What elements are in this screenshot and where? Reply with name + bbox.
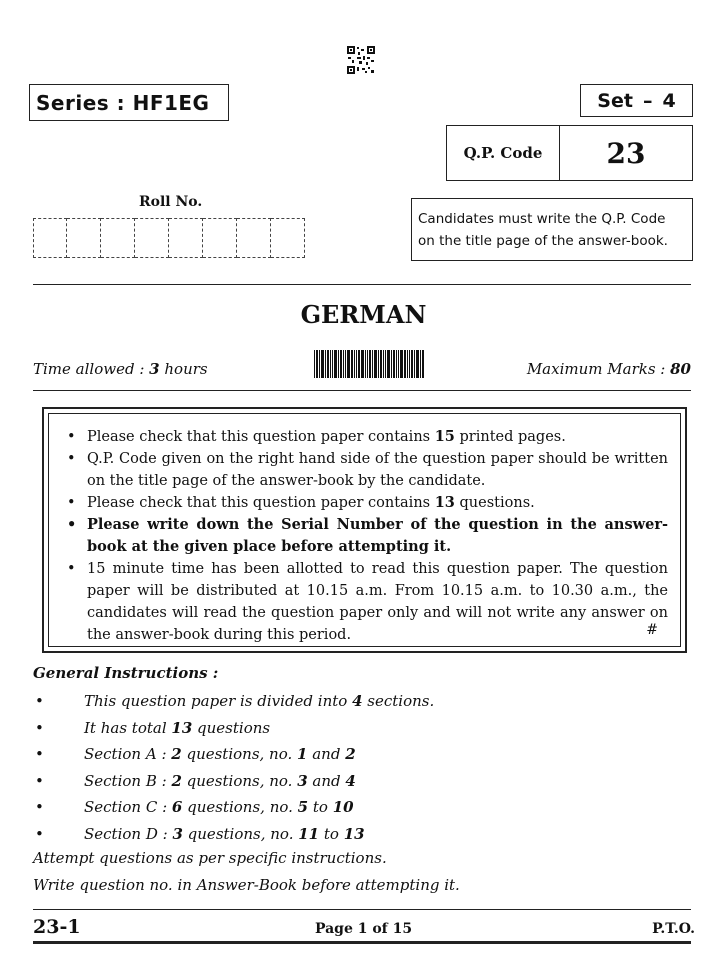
candidate-note-box (411, 198, 693, 261)
series-label: Series : HF1EG (36, 90, 210, 115)
set-number: 4 (662, 89, 676, 112)
instruction-item: • Q.P. Code given on the right hand side of the question paper should be written on the title page of the answer-book by the candidate. (61, 448, 668, 492)
roll-no-box[interactable] (33, 218, 67, 258)
instruction-item: • Please write down the Serial Number of the question in the answer-book at the given place before attempting it. (61, 514, 668, 558)
general-note: Attempt questions as per specific instructions. (33, 849, 387, 867)
general-item: • Section C : 6 questions, no. 5 to 10 (33, 794, 434, 821)
page-number: Page 1 of 15 (314, 921, 413, 937)
general-item: • Section B : 2 questions, no. 3 and 4 (33, 768, 434, 795)
qp-code-box (446, 125, 693, 181)
general-instructions-title: General Instructions : (33, 664, 219, 682)
general-item: • This question paper is divided into 4 sections. (33, 688, 434, 715)
subject-title: GERMAN (300, 300, 427, 329)
instruction-item: • Please check that this question paper contains 13 questions. (61, 492, 668, 514)
divider (33, 909, 691, 910)
divider (33, 390, 691, 391)
roll-no-boxes (33, 218, 305, 258)
series-box (29, 84, 229, 121)
candidate-note: Candidates must write the Q.P. Code on the title page of the answer-book. (418, 211, 668, 249)
general-instructions-list (33, 688, 434, 847)
instruction-item: • Please check that this question paper contains 15 printed pages. (61, 426, 668, 448)
qp-code-value: 23 (606, 136, 646, 170)
set-box: Set – 4 (580, 84, 693, 117)
roll-no-box[interactable] (101, 218, 135, 258)
maximum-marks (527, 360, 691, 378)
footer-code: 23-1 (33, 916, 81, 938)
roll-no-box[interactable] (203, 218, 237, 258)
pto-label: P.T.O. (652, 921, 695, 937)
qr-code-icon (347, 46, 375, 74)
instruction-item: • 15 minute time has been allotted to read this question paper. The question paper will be distributed at 10.15 a.m. From 10.15 a.m. to 10.30 a.m., the candidates will read the question paper only and will not write any answer on the answer-book during this period. (61, 558, 668, 646)
set-label: Set (597, 89, 633, 112)
roll-no-box[interactable] (169, 218, 203, 258)
time-allowed (33, 360, 208, 378)
time-value: 3 (149, 360, 160, 378)
time-unit: hours (164, 360, 208, 378)
roll-no-box[interactable] (135, 218, 169, 258)
barcode-icon (314, 350, 424, 378)
general-note: Write question no. in Answer-Book before attempting it. (33, 876, 460, 894)
hash-mark: # (646, 622, 658, 638)
divider (33, 284, 691, 285)
time-label: Time allowed : (33, 360, 145, 378)
qp-code-label: Q.P. Code (447, 126, 560, 180)
roll-no-box[interactable] (67, 218, 101, 258)
general-item: • It has total 13 questions (33, 715, 434, 742)
general-item: • Section D : 3 questions, no. 11 to 13 (33, 821, 434, 848)
instructions-list (61, 426, 668, 646)
marks-label: Maximum Marks : (526, 360, 666, 378)
roll-no-box[interactable] (271, 218, 305, 258)
instructions-box (42, 407, 687, 653)
divider (33, 941, 691, 944)
marks-value: 80 (670, 360, 691, 378)
general-item: • Section A : 2 questions, no. 1 and 2 (33, 741, 434, 768)
roll-no-label: Roll No. (139, 194, 203, 210)
roll-no-box[interactable] (237, 218, 271, 258)
